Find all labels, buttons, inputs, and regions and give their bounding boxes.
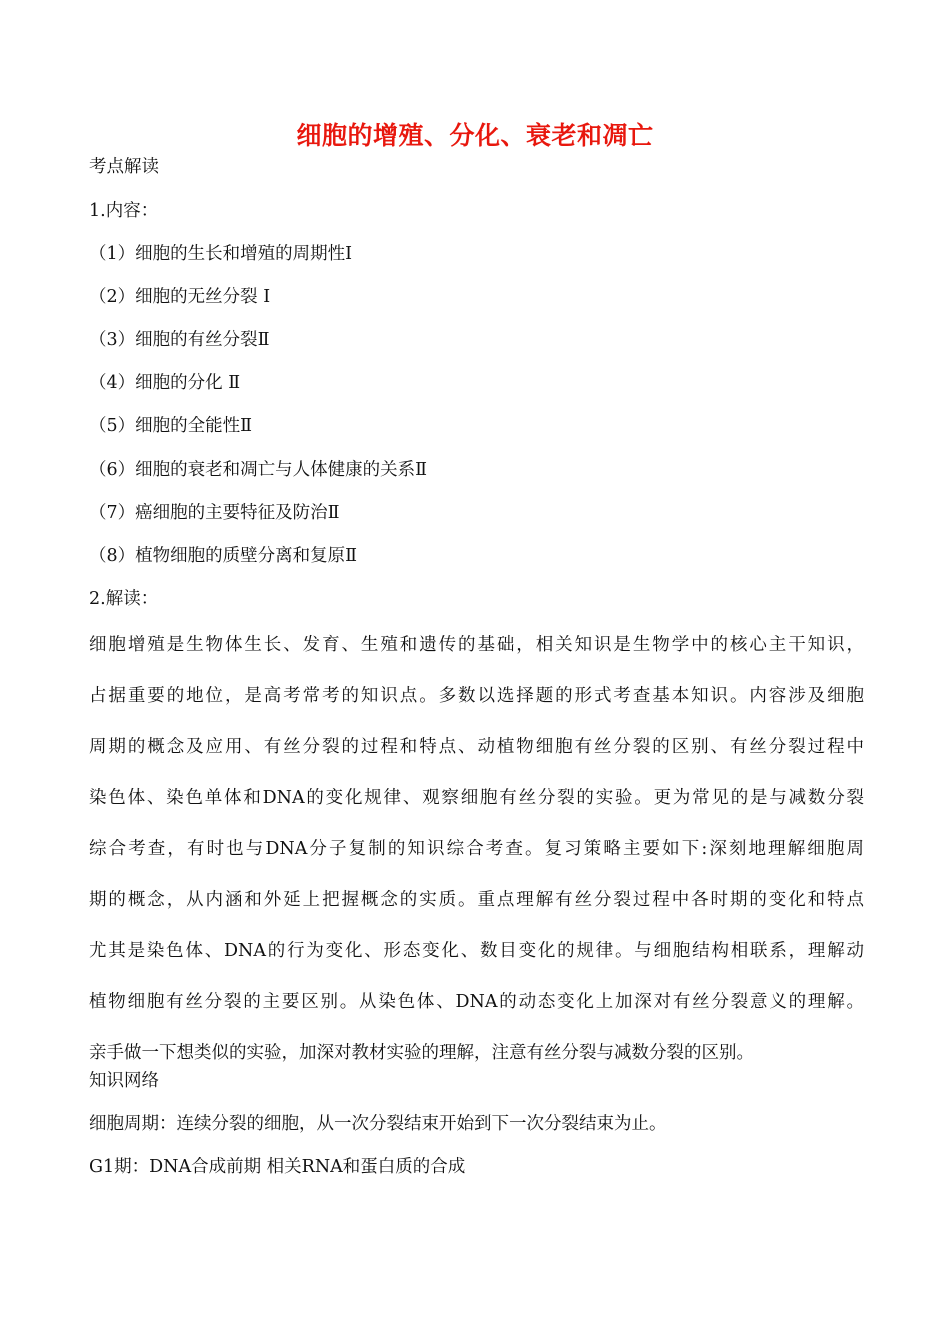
content-item: （3）细胞的有丝分裂Ⅱ — [89, 330, 270, 350]
paragraph-line: 染色体、染色单体和DNA的变化规律、观察细胞有丝分裂的实验。更为常见的是与减数分裂 — [89, 788, 864, 808]
interpret-paragraph — [89, 620, 864, 1079]
content-item: （4）细胞的分化 Ⅱ — [89, 373, 241, 393]
paragraph-line: 周期的概念及应用、有丝分裂的过程和特点、动植物细胞有丝分裂的区别、有丝分裂过程中 — [89, 737, 864, 757]
section-heading-kaodian: 考点解读 — [89, 157, 159, 177]
paragraph-line: 综合考查，有时也与DNA分子复制的知识综合考查。复习策略主要如下:深刻地理解细胞周 — [89, 839, 864, 859]
content-item: （7）癌细胞的主要特征及防治Ⅱ — [89, 503, 340, 523]
content-heading: 1.内容： — [89, 201, 159, 221]
paragraph-line: 细胞增殖是生物体生长、发育、生殖和遗传的基础，相关知识是生物学中的核心主干知识， — [89, 635, 864, 655]
content-item: （1）细胞的生长和增殖的周期性Ⅰ — [89, 244, 353, 264]
document-title: 细胞的增殖、分化、衰老和凋亡 — [296, 121, 654, 150]
content-item: （5）细胞的全能性Ⅱ — [89, 416, 253, 436]
g1-phase-line: G1期：DNA合成前期 相关RNA和蛋白质的合成 — [89, 1157, 466, 1177]
paragraph-line: 尤其是染色体、DNA的行为变化、形态变化、数目变化的规律。与细胞结构相联系，理解动 — [89, 941, 864, 961]
cell-cycle-definition: 细胞周期：连续分裂的细胞，从一次分裂结束开始到下一次分裂结束为止。 — [89, 1114, 667, 1134]
paragraph-line: 期的概念，从内涵和外延上把握概念的实质。重点理解有丝分裂过程中各时期的变化和特点 — [89, 890, 864, 910]
section-heading-network: 知识网络 — [89, 1071, 159, 1091]
paragraph-line: 植物细胞有丝分裂的主要区别。从染色体、DNA的动态变化上加深对有丝分裂意义的理解。 — [89, 992, 864, 1012]
interpret-heading: 2.解读： — [89, 589, 159, 609]
paragraph-line: 占据重要的地位，是高考常考的知识点。多数以选择题的形式考查基本知识。内容涉及细胞 — [89, 686, 864, 706]
content-item: （6）细胞的衰老和凋亡与人体健康的关系Ⅱ — [89, 460, 428, 480]
paragraph-line: 亲手做一下想类似的实验，加深对教材实验的理解，注意有丝分裂与减数分裂的区别。 — [89, 1043, 754, 1063]
content-item: （2）细胞的无丝分裂 Ⅰ — [89, 287, 271, 307]
content-item: （8）植物细胞的质壁分离和复原Ⅱ — [89, 546, 358, 566]
